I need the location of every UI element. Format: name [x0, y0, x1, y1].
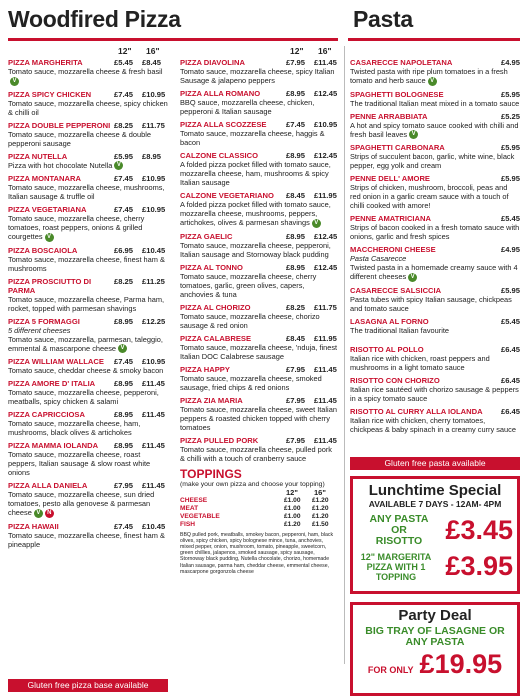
menu-item: [8, 481, 170, 518]
price-large: £11.25: [142, 276, 165, 286]
item-name: PENNE AMATRICIANA: [350, 214, 431, 224]
price-large: £11.45: [142, 481, 165, 491]
pasta-item: [350, 245, 520, 282]
item-name: RISOTTO AL CURRY ALLA IOLANDA: [350, 406, 483, 416]
item-description: [350, 99, 520, 108]
pasta-column: [350, 58, 520, 438]
item-price: £5.95: [500, 89, 520, 99]
party-title: Party Deal: [398, 607, 472, 624]
party-offer: BIG TRAY OF LASAGNE OR ANY PASTA: [365, 625, 505, 648]
price-large: £11.45: [314, 395, 337, 405]
item-description-text: Tomato sauce, mozzarella cheese, Parma ham, rocket, topped with parmesan shavings: [8, 294, 165, 313]
item-description-text: Tomato sauce, mozzarella cheese, pepperoni, meatballs, spicy chicken & salami: [8, 388, 159, 407]
item-description-text: Strips of succulent bacon, garlic, white wine, black pepper, egg yolk and cream: [350, 152, 515, 171]
menu-item: [180, 89, 338, 116]
price-large: £11.45: [142, 410, 165, 420]
price-large: £12.45: [314, 89, 338, 98]
price-small: £8.95: [286, 262, 306, 272]
pizza-column-left: [8, 46, 170, 553]
item-name: PIZZA WILLIAM WALLACE: [8, 357, 104, 367]
item-description-text: Tomato sauce, mozzarella cheese & fresh basil: [8, 67, 163, 76]
price-small: £7.95: [286, 395, 306, 405]
item-description-text: Strips of bacon cooked in a fresh tomato sauce with onions, garlic and fresh spices: [350, 223, 520, 242]
item-description-text: A folded pizza pocket filled with tomato sauce, mozzarella cheese, ham, mushrooms & spicy Italian sausage: [180, 160, 331, 187]
nuts-icon: N: [45, 509, 54, 518]
item-name: PIZZA VEGETARIANA: [8, 205, 87, 215]
lunch-price-pasta: £3.45: [445, 515, 513, 545]
item-description: [350, 223, 520, 241]
price-large: £10.45: [142, 245, 166, 255]
item-price: £5.95: [500, 174, 520, 184]
size-header-mid: [180, 46, 338, 58]
price-large: £11.95: [314, 191, 337, 200]
pasta-item: [350, 317, 520, 335]
topping-row: [180, 497, 338, 505]
price-large: £11.45: [314, 435, 337, 445]
toppings-title: TOPPINGS: [180, 466, 242, 481]
party-for-only: FOR ONLY: [367, 665, 414, 675]
topping-price-large: £1.50: [312, 520, 329, 528]
item-name: PIZZA MARGHERITA: [8, 58, 83, 67]
item-description: [8, 99, 170, 117]
price-large: £10.95: [314, 120, 338, 129]
menu-item: [180, 303, 338, 330]
item-name: PIZZA 5 FORMAGGI: [8, 316, 80, 326]
pasta-item: [350, 58, 520, 86]
item-description: [350, 416, 520, 434]
price-small: £7.95: [114, 481, 134, 491]
pasta-item: [350, 407, 520, 434]
price-small: £7.95: [286, 435, 306, 445]
pizza-column-mid: [180, 46, 338, 575]
price-large: £12.25: [142, 316, 166, 326]
menu-item: [180, 334, 338, 361]
size-small-label: 12": [290, 46, 304, 56]
item-description-text: Pizza with hot chocolate Nutella: [8, 160, 113, 170]
pasta-title-rule: [348, 38, 520, 41]
item-description-text: The traditional Italian meat mixed in a tomato sauce: [350, 98, 520, 108]
item-description-text: Tomato sauce, mozzarella cheese, 'nduja, finest Italian DOC Calabrese sausage: [180, 342, 338, 361]
pasta-item: [350, 112, 520, 140]
size-small-label: 12": [118, 46, 132, 56]
topping-name: FISH: [180, 520, 196, 528]
vegetarian-icon: V: [428, 77, 437, 86]
price-small: £5.95: [114, 151, 134, 161]
item-description: [350, 354, 520, 372]
item-description-text: Tomato sauce, mozzarella cheese, mushrooms, Italian sausage & truffle oil: [8, 183, 165, 202]
vegetarian-icon: V: [45, 233, 54, 242]
vegetarian-icon: V: [409, 130, 418, 139]
lunch-offer-pasta: ANY PASTA OR RISOTTO: [369, 513, 429, 547]
price-small: £8.95: [114, 410, 134, 420]
item-description-text: Tomato sauce, mozzarella cheese, finest ham & pineapple: [8, 530, 165, 549]
menu-item: [8, 152, 170, 171]
item-price: £5.45: [500, 316, 520, 326]
item-name: PIZZA ALLA ROMANO: [180, 89, 261, 98]
menu-item: [180, 232, 338, 259]
menu-item: [8, 205, 170, 242]
item-name: PIZZA HAWAII: [8, 521, 59, 531]
menu-item: [8, 441, 170, 477]
item-description-text: BBQ sauce, mozzarella cheese, chicken, pepperoni & Italian sausage: [180, 98, 315, 116]
pasta-item: [350, 143, 520, 170]
pasta-item: [350, 214, 520, 241]
toppings-size-large: 16": [314, 487, 326, 497]
item-name: PIZZA GAELIC: [180, 231, 233, 241]
vegetarian-icon: V: [312, 219, 321, 228]
item-description-text: Italian rice sautéed with chorizo sausage & peppers in a spicy tomato sauce: [350, 384, 519, 403]
price-large: £8.95: [142, 151, 162, 161]
price-small: £8.95: [286, 89, 306, 98]
item-name: CALZONE CLASSICO: [180, 151, 259, 160]
size-header: [8, 46, 170, 58]
toppings-list: BBQ pulled pork, meatballs, smokey bacon, pepperoni, ham, black olives, spicy chicken, spicy bolognese mince, tuna, anchovies, mixed pepper, onion, mushroom, tomato, pineapple, sweetcorn, green chillies, jalapenos, smoked sausage, spicy sausage, Stornoway black pudding, Nutella chocolate, chorizo, homemade Italian sausage, parma ham, cheddar cheese, emmental cheese, mascarpone gorgonzola cheese: [180, 531, 334, 575]
vegetarian-icon: V: [118, 344, 127, 353]
item-description: [8, 490, 170, 518]
price-small: £5.45: [114, 58, 134, 67]
item-description: [180, 129, 338, 147]
item-name: RISOTTO AL POLLO: [350, 344, 424, 354]
item-name: PIZZA AL CHORIZO: [180, 302, 251, 312]
lunch-price-pizza: £3.95: [445, 551, 513, 581]
size-large-label: 16": [146, 46, 160, 56]
item-name: PIZZA DIAVOLINA: [180, 58, 245, 67]
price-small: £8.95: [286, 151, 306, 160]
item-description: [8, 183, 170, 201]
menu-item: [180, 151, 338, 187]
price-large: £11.75: [314, 302, 337, 312]
item-description: [8, 450, 170, 477]
menu-item: [8, 58, 170, 86]
item-description: [180, 272, 338, 299]
item-subtitle: Pasta Casarecce: [350, 254, 407, 264]
price-large: £10.95: [142, 357, 166, 367]
price-large: £11.45: [314, 364, 337, 374]
item-description-text: Tomato sauce, cheddar cheese & smoky bacon: [8, 366, 164, 376]
item-description: [180, 312, 338, 330]
price-small: £7.95: [286, 364, 306, 374]
item-description-text: Tomato sauce, mozzarella cheese, finest ham & mushrooms: [8, 254, 165, 273]
item-description: [8, 419, 170, 437]
item-price: £5.45: [500, 214, 520, 224]
price-small: £7.45: [114, 89, 134, 99]
pizza-title: Woodfired Pizza: [8, 6, 181, 32]
gluten-free-pizza-note: Gluten free pizza base available: [8, 679, 168, 692]
lunch-title: Lunchtime Special: [368, 482, 502, 499]
item-name: CASARECCE NAPOLETANA: [350, 58, 453, 67]
price-small: £8.25: [286, 302, 306, 312]
price-large: £8.45: [142, 58, 162, 67]
item-name: PIZZA CAPRICCIOSA: [8, 410, 85, 420]
vegetarian-icon: V: [408, 273, 417, 282]
item-description: [350, 67, 520, 86]
item-name: CASARECCE SALSICCIA: [350, 285, 442, 295]
item-description-text: Tomato sauce, mozzarella cheese, pulled pork & chilli with a touch of cranberry sauce: [180, 444, 332, 463]
item-description-text: Tomato sauce, mozzarella cheese, sweet Italian peppers & roasted chicken topped with cherry tomatoes: [180, 404, 337, 432]
item-name: SPAGHETTI BOLOGNESE: [350, 89, 444, 99]
item-description: [8, 67, 170, 86]
column-divider: [344, 46, 345, 664]
item-name: PIZZA ZIA MARIA: [180, 395, 243, 405]
item-description-text: Tomato sauce, mozzarella cheese, cherry tomatoes, garlic, green olives, capers, anchovies & tuna: [180, 271, 317, 299]
item-description: [8, 531, 170, 549]
price-large: £10.95: [142, 205, 166, 215]
item-description-text: Tomato sauce, mozzarella cheese, chorizo sausage & red onion: [180, 311, 320, 330]
lunch-offer-pizza: 12" MARGERITA PIZZA WITH 1 TOPPING: [360, 551, 432, 582]
item-description: [8, 255, 170, 273]
item-description: [180, 160, 338, 187]
item-description-text: Italian rice with chicken, roast peppers and mushrooms in a light tomato sauce: [350, 353, 490, 372]
item-name: PIZZA MAMMA IOLANDA: [8, 441, 99, 451]
item-name: PENNE ARRABBIATA: [350, 111, 428, 121]
item-name: PIZZA ALLA DANIELA: [8, 481, 88, 491]
item-description: [180, 445, 338, 463]
price-small: £8.25: [114, 120, 134, 130]
menu-item: [180, 263, 338, 299]
item-price: £6.45: [500, 344, 520, 354]
item-description-text: A folded pizza pocket filled with tomato sauce, mozzarella cheese, mushrooms, peppers, artichokes, olives & parmesan shavings: [180, 200, 331, 227]
topping-row: [180, 513, 338, 521]
item-name: PIZZA HAPPY: [180, 364, 230, 374]
item-description: [180, 241, 338, 259]
item-description-text: Twisted pasta in a homemade creamy sauce with 4 different cheeses: [350, 263, 518, 282]
topping-price-small: £1.20: [284, 520, 301, 528]
item-name: PENNE DELL' AMORE: [350, 174, 430, 184]
item-description: [8, 388, 170, 406]
item-description-text: Tomato sauce, mozzarella cheese, spicy chicken & chilli oil: [8, 98, 168, 117]
price-small: £8.45: [286, 333, 306, 343]
menu-item: [8, 410, 170, 437]
item-price: £5.95: [500, 285, 520, 295]
pasta-item: [350, 286, 520, 313]
topping-price-small: £1.00: [284, 496, 301, 504]
item-description: [180, 67, 338, 85]
menu-item: [8, 277, 170, 313]
toppings-section: [180, 467, 338, 575]
price-small: £6.95: [114, 245, 134, 255]
price-large: £12.45: [314, 231, 338, 241]
item-price: £5.25: [500, 111, 520, 121]
item-description-text: A hot and spicy tomato sauce cooked with chilli and fresh basil leaves: [350, 120, 519, 139]
topping-price-small: £1.00: [284, 512, 301, 520]
item-description: [8, 130, 170, 148]
item-description: [350, 326, 520, 335]
item-name: PIZZA MONTANARA: [8, 174, 81, 184]
item-name: PIZZA AMORE D' ITALIA: [8, 379, 96, 389]
menu-item: [180, 120, 338, 147]
item-price: £5.95: [500, 143, 520, 153]
item-description-text: Tomato sauce, mozzarella cheese, ham, mushrooms, black olives & artichokes: [8, 419, 141, 438]
price-large: £11.45: [142, 379, 165, 389]
item-description-text: Tomato sauce, mozzarella cheese, smoked sausage, fried chips & red onions: [180, 373, 322, 392]
item-price: £4.95: [500, 245, 520, 255]
price-small: £8.95: [114, 379, 134, 389]
item-name: LASAGNA AL FORNO: [350, 316, 429, 326]
topping-name: VEGETABLE: [180, 512, 220, 520]
toppings-subtitle: (make your own pizza and choose your topping): [180, 480, 325, 488]
item-name: PIZZA SPICY CHICKEN: [8, 89, 92, 99]
item-subtitle: 5 different cheeses: [8, 325, 71, 335]
price-small: £7.45: [114, 174, 134, 184]
lunchtime-special-box: [350, 476, 520, 594]
item-description: [350, 183, 520, 210]
item-description: [180, 200, 338, 228]
item-price: £4.95: [500, 58, 520, 67]
item-description-text: Pasta tubes with spicy Italian sausage, chickpeas and tomato sauce: [350, 294, 512, 313]
item-description-text: Tomato sauce, mozzarella cheese, cherry tomatoes, roast peppers, onions & grilled courgettes: [8, 214, 145, 242]
menu-item: [8, 522, 170, 549]
menu-item: [8, 357, 170, 375]
topping-name: MEAT: [180, 504, 199, 512]
item-description-text: Tomato sauce, mozzarella cheese, roast peppers, Italian sausage & slow roast white onions: [8, 450, 151, 478]
item-name: PIZZA PULLED PORK: [180, 435, 259, 445]
item-description: [180, 405, 338, 432]
pizza-title-rule: [8, 38, 338, 41]
menu-item: [180, 365, 338, 392]
lunch-availability: AVAILABLE 7 DAYS - 12AM- 4PM: [368, 499, 502, 509]
party-deal-box: [350, 602, 520, 696]
item-description-text: Tomato sauce, mozzarella cheese & double pepperoni sausage: [8, 129, 151, 148]
item-description: [8, 295, 170, 313]
pasta-item: [350, 174, 520, 210]
party-price: £19.95: [419, 649, 503, 679]
topping-row: [180, 505, 338, 513]
price-large: £11.45: [142, 441, 165, 451]
item-description: [180, 98, 338, 116]
menu-item: [180, 58, 338, 85]
size-large-label: 16": [318, 46, 332, 56]
topping-price-large: £1.20: [312, 504, 329, 512]
menu-item: [8, 90, 170, 117]
price-large: £10.95: [142, 174, 166, 184]
price-small: £7.45: [114, 521, 134, 531]
item-description-text: The traditional Italian favourite: [350, 325, 450, 335]
item-name: PIZZA PROSCIUTTO DI PARMA: [8, 276, 92, 295]
item-description: [8, 335, 170, 354]
item-name: PIZZA NUTELLA: [8, 151, 68, 161]
item-description: [350, 152, 520, 170]
menu-item: [180, 396, 338, 432]
item-description-text: Twisted pasta with ripe plum tomatoes in a fresh tomato and herb sauce: [350, 67, 508, 85]
item-description-text: Tomato sauce, mozzarella cheese, haggis & bacon: [180, 129, 325, 147]
item-price: £6.45: [500, 406, 520, 416]
item-description: [350, 385, 520, 403]
price-large: £11.45: [314, 58, 337, 67]
item-description: [350, 263, 520, 282]
price-small: £8.95: [286, 231, 306, 241]
gluten-free-pasta-note: Gluten free pasta available: [350, 457, 520, 470]
price-large: £12.45: [314, 151, 338, 160]
pasta-item: [350, 90, 520, 108]
vegetarian-icon: V: [114, 161, 123, 170]
item-description: [8, 161, 170, 171]
topping-price-large: £1.20: [312, 512, 329, 520]
price-small: £7.45: [114, 357, 134, 367]
topping-price-large: £1.20: [312, 496, 329, 504]
menu-item: [8, 174, 170, 201]
menu-item: [180, 191, 338, 228]
item-description-text: Tomato sauce, mozzarella cheese, pepperoni, Italian sausage and Stornoway black pudding: [180, 240, 331, 259]
item-description: [180, 374, 338, 392]
menu-item: [8, 317, 170, 354]
price-small: £8.95: [114, 316, 134, 326]
price-large: £11.75: [142, 120, 165, 130]
item-name: RISOTTO CON CHORIZO: [350, 375, 440, 385]
price-small: £7.45: [286, 120, 306, 129]
item-name: CALZONE VEGETARIANO: [180, 191, 274, 200]
menu-item: [180, 436, 338, 463]
price-small: £7.95: [286, 58, 306, 67]
item-description: [350, 295, 520, 313]
vegetarian-icon: V: [34, 509, 43, 518]
menu-item: [8, 379, 170, 406]
item-name: SPAGHETTI CARBONARA: [350, 143, 445, 153]
item-name: PIZZA DOUBLE PEPPERONI: [8, 120, 111, 130]
item-name: MACCHERONI CHEESE: [350, 245, 436, 255]
item-description-text: Tomato sauce, mozzarella, parmesan, taleggio, emmental & mascarpone cheese: [8, 334, 163, 353]
topping-price-small: £1.00: [284, 504, 301, 512]
item-description: [8, 214, 170, 242]
topping-name: CHEESE: [180, 496, 208, 504]
price-small: £8.95: [114, 441, 134, 451]
item-name: PIZZA ALLA SCOZZESE: [180, 120, 267, 129]
price-large: £12.45: [314, 262, 338, 272]
pasta-title: Pasta: [353, 6, 413, 32]
menu-item: [8, 121, 170, 148]
item-description-text: Tomato sauce, mozzarella cheese, spicy Italian Sausage & jalapeno peppers: [180, 67, 335, 85]
price-small: £8.45: [286, 191, 306, 200]
item-name: PIZZA AL TONNO: [180, 262, 243, 272]
price-large: £10.95: [142, 89, 166, 99]
item-name: PIZZA CALABRESE: [180, 333, 252, 343]
item-description-text: Italian rice with chicken, cherry tomatoes, chickpeas & baby spinach in a creamy curry sauce: [350, 415, 516, 434]
item-name: PIZZA BOSCAIOLA: [8, 245, 78, 255]
item-description-text: Tomato sauce, mozzarella cheese, sun dried tomatoes, pesto alla genovese & parmesan cheese: [8, 490, 155, 518]
vegetarian-icon: V: [10, 77, 19, 86]
pasta-item: [350, 376, 520, 403]
item-description-text: Strips of chicken, mushroom, broccoli, peas and red onion in a garlic cream sauce with a touch of chilli cooked with amore!: [350, 183, 509, 211]
toppings-size-small: 12": [286, 487, 298, 497]
price-small: £7.45: [114, 205, 134, 215]
menu-item: [8, 246, 170, 273]
price-small: £8.25: [114, 276, 134, 286]
topping-row: [180, 521, 338, 529]
price-large: £11.95: [314, 333, 337, 343]
pasta-item: [350, 345, 520, 372]
item-description: [180, 343, 338, 361]
item-description: [8, 366, 170, 375]
item-price: £6.45: [500, 375, 520, 385]
price-large: £10.45: [142, 521, 166, 531]
item-description: [350, 121, 520, 140]
